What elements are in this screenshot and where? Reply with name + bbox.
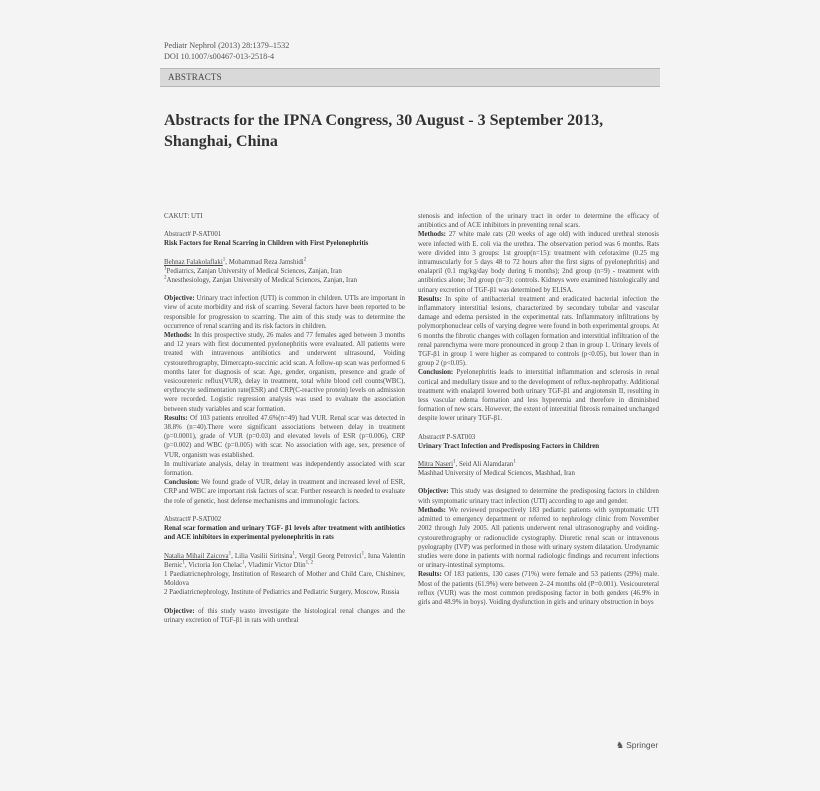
section-label: ABSTRACTS (168, 72, 222, 82)
results-paragraph-2: In multivariate analysis, delay in treatment was independently associated with scar formation. (164, 460, 405, 478)
abstract-title: Renal scar formation and urinary TGF- β1 levels after treatment with antibiotics and ACE inhibitors in experimental pyelonephritis in rats (164, 525, 405, 542)
author-line: Behnaz Falakolaflaki$^1$, Mohammad Reza Jamshidi$^2$ (164, 257, 307, 266)
right-column (418, 212, 659, 607)
section-banner (160, 68, 660, 87)
presenting-author: Natalia Mihail Zaicova (164, 552, 229, 560)
journal-citation: Pediatr Nephrol (2013) 28:1379–1532 (164, 41, 290, 50)
objective-paragraph: Objective: of this study wasto investigate the histological renal changes and the urinary excretion of TGF-β1 in rats with urethral (164, 607, 405, 624)
affiliation: $^2$Anesthesiology, Zanjan University of Medical Sciences, Zanjan, Iran (164, 275, 358, 285)
abstract-id: Abstract# P-SAT001 (164, 231, 222, 239)
left-column (164, 212, 405, 625)
results-paragraph: Results: In spite of antibacterial treatment and eradicated bacterial infection the inflammatory interstitial lesions, characterized by secondary tubular and vascular damage and edema persisted in the experimental rats. Inflammatory infiltrations by polymorphonuclear cells of varying degree were found in both experimental groups. At 6 months the fibrotic changes with collagen formation and interstitial infiltration of the renal parenchyma were more pronounced in group 2 than in group 1. Urinary levels of TGF-β1 in group 1 were higher as compared to controls (p<0.05), but lower than in group 2 (p<0.05). (418, 295, 659, 368)
author-line: Mitra Naseri$^1$, Seid Ali Alamdaran$^1$ (418, 459, 516, 469)
category-heading: CAKUT: UTI (164, 213, 203, 220)
affiliation: Mashhad University of Medical Sciences, Mashhad, Iran (418, 470, 575, 478)
presenting-author: Behnaz Falakolaflaki (164, 258, 223, 266)
page-title: Abstracts for the IPNA Congress, 30 August - 3 September 2013, Shanghai, China (164, 112, 604, 150)
doi: DOI 10.1007/s00467-013-2518-4 (164, 52, 275, 61)
affiliation: 1 Paediatricnephrology, Institution of Research of Mother and Child Care, Chishinev, Moldova (164, 570, 405, 588)
abstract-id: Abstract# P-SAT002 (164, 515, 222, 523)
results-paragraph: Results: Of 103 patients enrolled 47.6%(n=49) had VUR. Renal scar was detected in 38.8% (n=40).There were significant associations between delay in treatment (p=0.0001), grade of VUR (p=0.03) and elevated levels of ESR (p=0.006), CRP (p=0.002) and WBC (p=0.005) with scar. No association with age, sex, presence of VUR, organism was established. (164, 414, 405, 459)
affiliation: $^1$Pediatrics, Zanjan University of Medical Sciences, Zanjan, Iran (164, 266, 342, 275)
author-line: Natalia Mihail Zaicova$^1$, Lilia Vasilii Siritsina$^1$, Vergil Georg Petrovici$^1$, Iuna Valentin Bernic$^1$, Victoria Ion Chelac$^1$, Vladimir Victor Dlin$^{1, 2}$ (164, 551, 406, 569)
methods-paragraph: Methods: We reviewed prospectively 183 pediatric patients with symptomatic UTI admitted to emergency department or referred to nephrology clinic from November 2002 through July 2005. All patients underwent renal ultrasonography and voiding-cystourethrography or radionuclide cystography. Diuretic renal scan or intravenous pyelography (IVP) was performed in those with urinary system dilatation. Urodynamic studies were done in patients with normal radiologic findings and recurrent infections or urinary-intestinal symptoms. (418, 506, 659, 570)
objective-paragraph: Objective: This study was designed to determine the predisposing factors in children with symptomatic urinary tract infection (UTI) according to age and gender. (418, 488, 659, 505)
affiliation: 2 Paediatricnephrology, Institute of Pediatrics and Pediatric Surgery, Moscow, Russia (164, 589, 400, 597)
results-paragraph: Results: Of 183 patients, 130 cases (71%) were female and 53 patients (29%) male. Most of the patients (61.9%) were between 2–24 months old (P=0.001). Vesicoureteral reflux (VUR) was the most common predisposing factor in both genders (46.9% in girls and 48.9% in boys). Voiding dysfunction in girls and urinary obstruction in boys (418, 571, 659, 606)
methods-paragraph: Methods: In this prospective study, 26 males and 77 females aged between 3 months and 12 years with first documented pyelonephritis were evaluated. All patients were treated with intravenous antibiotics and underwent ultrasound, Voiding cystourethrography, Dimercapto-succinic acid scan. A follow-up scan was performed 6 months later for diagnosis of scar. Age, gender, organism, presence and grade of vesicoureteric reflux(VUR), delay in treatment, total white blood cell counts(WBC), erythrocyte sedimentation rate(ESR) and CRP(C-reactive protein) levels on admission were recorded. Logistic regression analysis was used to evaluate the association between study variables and scar formation. (164, 332, 405, 413)
abstract-title: Risk Factors for Renal Scarring in Children with First Pyelonephritis (164, 240, 369, 248)
methods-paragraph: Methods: 27 white male rats (20 weeks of age old) with induced urethral stenosis were infected with E. coli via the urethra. The observation period was 6 months. Rats were divided into 3 groups: 1st group(n=15): treatment with cefotaxime (0.25 mg intramuscularly for 5 days 48 to 72 hours after the first signs of pyelonephritis) and enalapril (0.1 mg/kg/day body during 6 months); 2nd group (n=9) - treatment with antibiotics alone; 3rd group (n=3): controls. Kidneys were examined histologically and urinary excretion of TGF-β1 was determined by ELISA. (418, 231, 659, 294)
conclusion-paragraph: Conclusion: Pyelonephritis leads to interstitial inflammation and sclerosis in renal cortical and medullary tissue and to the development of reflux-nephropathy. Additional treatment with enalapril lowered both urinary TGF-β1 and angiotensin II, resulting in less vascular edema formation and less hyperemia and therefore in diminished formation of new scars. However, the extent of interstitial fibrosis remained unchanged despite lower urinary TGF-β1. (418, 369, 659, 423)
objective-paragraph: Objective: Urinary tract infection (UTI) is common in children. UTIs are important in view of acute morbidity and risk of scarring. Several factors have been reported to be responsible for progression to scarring. The aim of this study was to determine the occurrence of renal scarring and its risk factors in children. (164, 295, 405, 330)
conclusion-paragraph: Conclusion: We found grade of VUR, delay in treatment and increased level of ESR, CRP and WBC are important risk factors of scar. Further research is needed to evaluate the role of genetic, host defense mechanisms and immunologic factors. (164, 479, 405, 505)
publisher-logo (616, 740, 658, 751)
publisher-name: Springer (626, 740, 659, 750)
abstract-title: Urinary Tract Infection and Predisposing Factors in Children (418, 442, 600, 450)
presenting-author: Mitra Naseri (418, 461, 454, 469)
continued-paragraph: stenosis and infection of the urinary tract in order to determine the efficacy of antibiotics and of ACE inhibitors in preventing renal scars. (418, 213, 659, 230)
springer-horse-icon: ♞ (616, 740, 625, 750)
abstract-id: Abstract# P-SAT003 (418, 433, 476, 441)
